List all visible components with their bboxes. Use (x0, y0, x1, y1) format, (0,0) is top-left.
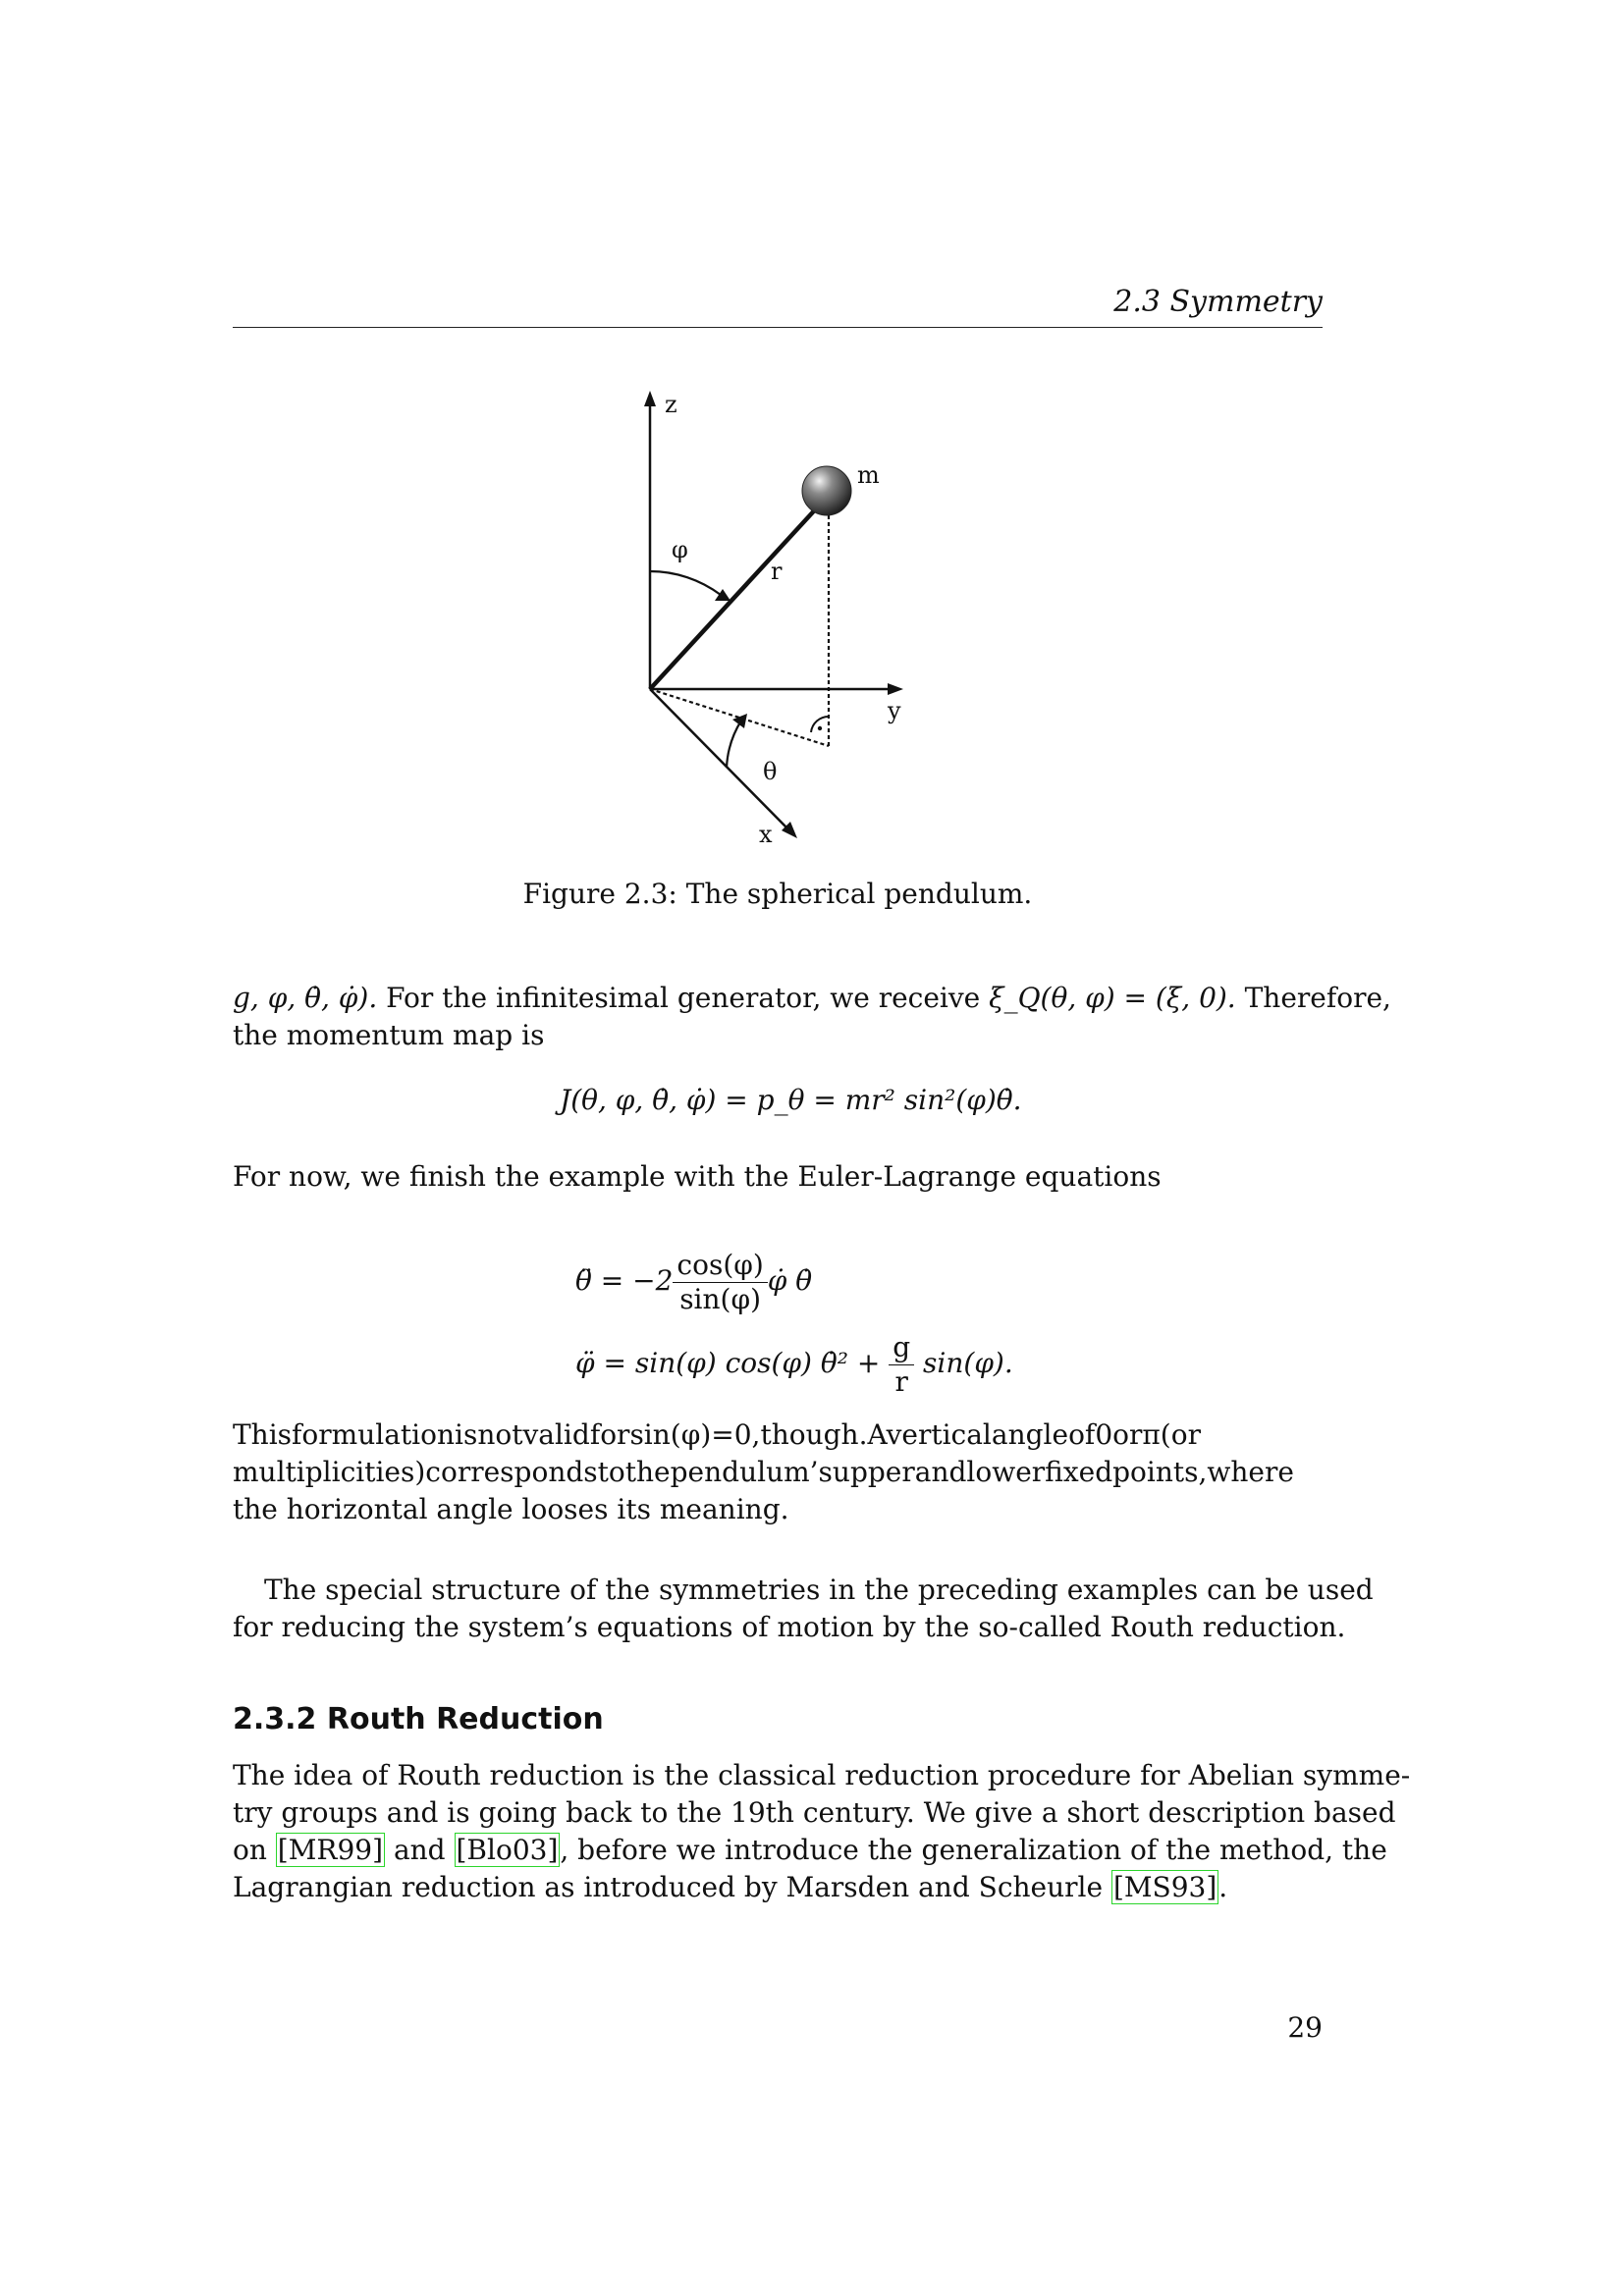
word: fixed (1045, 1456, 1113, 1488)
para-line: for reducing the system’s equations of motion by the so-called Routh reduction. (233, 1611, 1346, 1643)
para-line (233, 1454, 1323, 1491)
word: and (914, 1456, 967, 1488)
eq-rhs: sin(φ). (923, 1347, 1013, 1379)
para-line: try groups and is going back to the 19th century. We give a short description based (233, 1796, 1396, 1829)
word: of (1068, 1418, 1096, 1451)
label-y: y (888, 697, 901, 724)
fraction-g-r (889, 1331, 914, 1399)
word: we (830, 982, 870, 1014)
word: or (1112, 1418, 1143, 1451)
text-run: and (393, 1834, 446, 1866)
fraction-numerator: g (889, 1331, 914, 1365)
fraction-numerator: cos(φ) (673, 1249, 767, 1283)
section-number: 2.3.2 (233, 1702, 317, 1736)
equation-theta-ddot (575, 1249, 812, 1316)
page-number: 29 (1287, 2011, 1323, 2044)
inline-math-state: g, φ, θ̇, φ̇). (233, 982, 378, 1014)
para-line: The special structure of the symmetries in the preceding examples can be used (264, 1574, 1374, 1606)
word: angle (991, 1418, 1069, 1451)
pendulum-diagram (589, 383, 982, 864)
para-line: the horizontal angle looses its meaning. (233, 1493, 789, 1525)
word: sin(φ) (629, 1418, 712, 1451)
para-line (233, 1869, 1323, 1906)
para-line: the momentum map is (233, 1019, 545, 1051)
text-run: Lagrangian reduction as introduced by Marsden and Scheurle (233, 1871, 1104, 1903)
section-title: Routh Reduction (326, 1702, 604, 1736)
label-phi: φ (672, 536, 688, 563)
word: generator, (676, 982, 822, 1014)
pendulum-rod (650, 505, 820, 689)
para-line (233, 1416, 1323, 1454)
theta-angle-arrowhead (732, 714, 747, 728)
z-axis-arrowhead (644, 391, 656, 406)
theta-angle-arc (727, 721, 741, 768)
word: For (386, 982, 434, 1014)
paragraph-euler-lagrange-intro (233, 1158, 1323, 1196)
text-run: . (1218, 1871, 1228, 1903)
citation-blo03[interactable]: [Blo03] (456, 1834, 559, 1866)
word: for (589, 1418, 630, 1451)
word: A (867, 1418, 887, 1451)
label-x: x (759, 821, 773, 848)
fraction-denominator: r (894, 1365, 908, 1398)
paragraph-special-structure (233, 1572, 1374, 1646)
equation-phi-ddot (575, 1331, 1013, 1399)
inline-math-generator: ξ_Q(θ, φ) = (ξ, 0). (989, 982, 1236, 1014)
fraction-denominator: sin(φ) (679, 1283, 761, 1315)
word: points, (1112, 1456, 1208, 1488)
word: is (454, 1418, 478, 1451)
running-head: 2.3 Symmetry (1113, 285, 1323, 319)
para-line (233, 1832, 1387, 1869)
word: where (1207, 1456, 1294, 1488)
label-mass: m (857, 461, 880, 489)
word: valid (522, 1418, 590, 1451)
word: Therefore, (1244, 982, 1391, 1014)
word: infinitesimal (495, 982, 669, 1014)
word: multiplicities) (233, 1456, 426, 1488)
paragraph-routh-reduction (233, 1757, 1411, 1906)
word: = (711, 1418, 734, 1451)
word: the (442, 982, 488, 1014)
citation-ms93[interactable]: [MS93] (1112, 1871, 1217, 1903)
figure-spherical-pendulum (589, 383, 982, 864)
label-z: z (665, 391, 677, 418)
equation-momentum-map: J(θ, φ, θ̇, φ̇) = p_θ = mr² sin²(φ)θ̇. (560, 1084, 1022, 1116)
word: (or (1160, 1418, 1201, 1451)
eq-lhs: θ̈ = −2 (575, 1264, 674, 1297)
para-line: For now, we finish the example with the Euler-Lagrange equations (233, 1160, 1162, 1193)
word: lower (966, 1456, 1046, 1488)
word: formulation (292, 1418, 455, 1451)
word: to (597, 1456, 625, 1488)
word: 0 (1095, 1418, 1113, 1451)
section-heading (233, 1700, 604, 1739)
right-angle-dot (818, 726, 822, 730)
word: pendulum’s (670, 1456, 833, 1488)
word: corresponds (425, 1456, 598, 1488)
para-line: The idea of Routh reduction is the classical reduction procedure for Abelian symme- (233, 1759, 1411, 1791)
eq-rhs: φ̇ θ̇ (767, 1264, 813, 1297)
word: 0, (733, 1418, 761, 1451)
paragraph-momentum-map (233, 980, 1391, 1054)
word: not (477, 1418, 523, 1451)
word: upper (832, 1456, 915, 1488)
text-run: on (233, 1834, 267, 1866)
label-theta: θ (763, 758, 778, 785)
eq-lhs: φ̈ = sin(φ) cos(φ) θ̇² + (575, 1347, 881, 1379)
para-line (233, 980, 1391, 1017)
word: This (233, 1418, 293, 1451)
text-run: , before we introduce the generalization of the method, the (560, 1834, 1387, 1866)
citation-mr99[interactable]: [MR99] (277, 1834, 384, 1866)
word: π (1142, 1418, 1161, 1451)
figure-caption: Figure 2.3: The spherical pendulum. (522, 878, 1033, 910)
fraction-cos-sin (673, 1249, 767, 1316)
header-rule (233, 327, 1323, 328)
label-length: r (771, 558, 783, 585)
phi-angle-arc (650, 571, 721, 595)
word: the (624, 1456, 671, 1488)
word: receive (878, 982, 981, 1014)
paragraph-validity (233, 1416, 1323, 1528)
word: vertical (886, 1418, 992, 1451)
pendulum-mass (802, 466, 851, 515)
word: though. (760, 1418, 868, 1451)
y-axis-arrowhead (888, 683, 903, 695)
phi-angle-arrowhead (715, 589, 730, 601)
